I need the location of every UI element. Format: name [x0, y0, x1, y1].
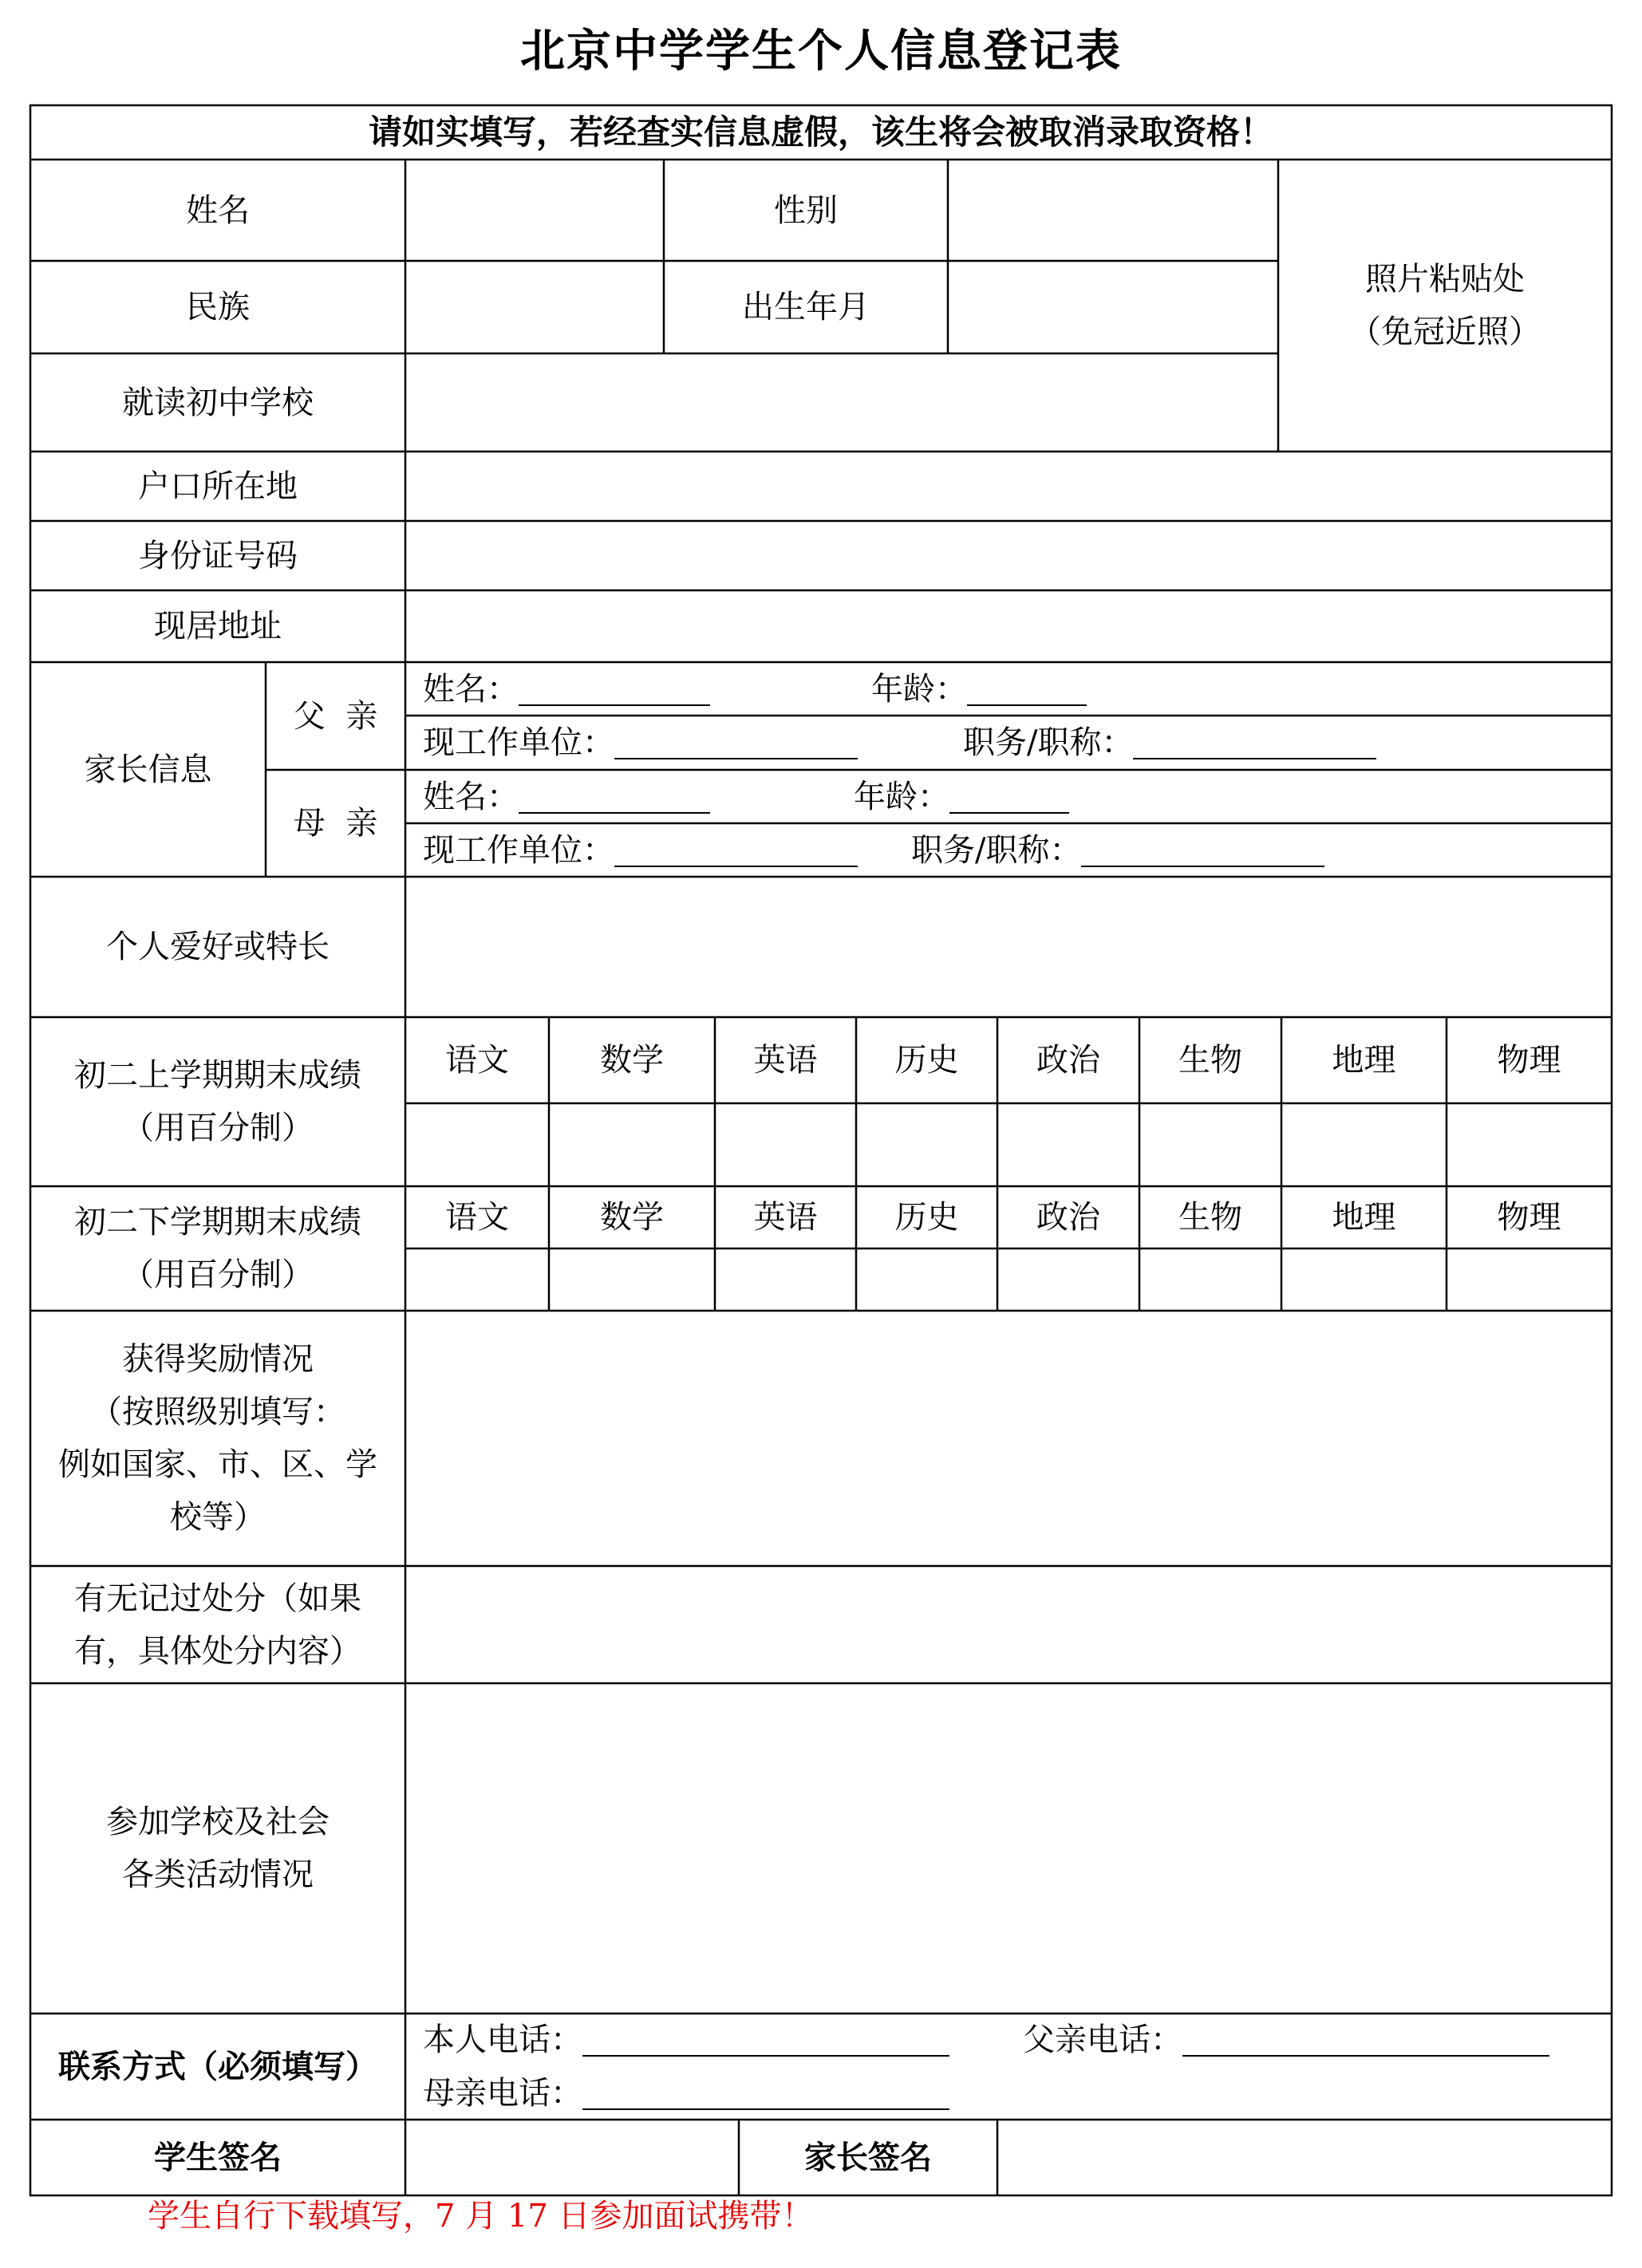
student-signature-cell[interactable] — [405, 2120, 739, 2195]
birth-label: 出生年月 — [742, 289, 870, 325]
mother-workplace-blank[interactable] — [614, 834, 858, 867]
id-number-input-cell[interactable] — [405, 521, 1612, 590]
s1-score-cell[interactable] — [405, 1103, 549, 1186]
s2-score-cell[interactable] — [549, 1248, 715, 1311]
activities-label — [30, 1683, 405, 2014]
mother-position-blank[interactable] — [1081, 834, 1324, 867]
hukou-input-cell[interactable] — [405, 452, 1612, 521]
grades-s1-note: （用百分制） — [122, 1110, 314, 1146]
s1-subject: 历史 — [894, 1042, 959, 1079]
mother-phone-blank[interactable] — [582, 2077, 949, 2110]
form-title: 北京中学学生个人信息登记表 — [520, 26, 1122, 77]
s2-score-cell[interactable] — [1281, 1248, 1447, 1311]
father-name-age-row — [423, 662, 1604, 716]
address-label: 现居地址 — [154, 608, 282, 645]
s2-subject: 物理 — [1497, 1199, 1561, 1236]
gender-input-cell[interactable] — [948, 160, 1278, 261]
father-work-row — [423, 716, 1604, 770]
s2-score-cell[interactable] — [715, 1248, 856, 1311]
s2-subject: 地理 — [1332, 1199, 1396, 1236]
s1-score-cell[interactable] — [997, 1103, 1139, 1186]
photo-area[interactable] — [1278, 160, 1612, 452]
hobbies-label: 个人爱好或特长 — [106, 929, 330, 965]
contact-row-1 — [423, 2014, 1604, 2066]
mother-label: 母 亲 — [293, 805, 378, 842]
s1-score-cell[interactable] — [856, 1103, 997, 1186]
mother-name-age-row — [423, 770, 1604, 823]
s1-score-cell[interactable] — [1139, 1103, 1281, 1186]
father-label: 父 亲 — [293, 697, 378, 735]
awards-label — [30, 1311, 405, 1566]
s1-subject: 数学 — [600, 1042, 664, 1079]
s2-subject: 政治 — [1036, 1199, 1100, 1236]
father-phone-label: 父亲电话： — [1023, 2021, 1182, 2058]
father-age-blank[interactable] — [967, 673, 1087, 706]
s1-subject: 政治 — [1036, 1042, 1100, 1079]
birth-input-cell[interactable] — [948, 261, 1278, 353]
mother-age-blank[interactable] — [949, 780, 1069, 814]
activities-input-cell[interactable] — [405, 1683, 1612, 2014]
grades-s2-note: （用百分制） — [122, 1256, 314, 1293]
gender-label: 性别 — [774, 191, 838, 229]
junior-school-label: 就读初中学校 — [122, 384, 314, 421]
discipline-title: 有无记过处分（如果 — [74, 1580, 361, 1617]
s2-subject: 数学 — [600, 1199, 664, 1236]
contact-row-2 — [423, 2066, 1604, 2120]
awards-note-1: （按照级别填写： — [90, 1394, 345, 1430]
s2-score-cell[interactable] — [856, 1248, 997, 1311]
discipline-label — [30, 1566, 405, 1683]
self-phone-blank[interactable] — [582, 2023, 949, 2057]
s1-subject: 生物 — [1178, 1042, 1242, 1079]
s2-subject: 历史 — [894, 1199, 959, 1236]
ethnicity-label: 民族 — [186, 289, 250, 325]
s2-score-cell[interactable] — [1139, 1248, 1281, 1311]
name-label: 姓名 — [186, 191, 250, 229]
junior-school-input-cell[interactable] — [405, 353, 1278, 452]
student-signature-label: 学生签名 — [154, 2139, 282, 2176]
parent-signature-label: 家长签名 — [804, 2139, 932, 2176]
s1-score-cell[interactable] — [1447, 1103, 1612, 1186]
notice-banner: 请如实填写，若经查实信息虚假，该生将会被取消录取资格！ — [368, 112, 1273, 152]
father-position-label: 职务/职称： — [963, 724, 1134, 761]
footer-note: 学生自行下载填写，7 月 17 日参加面试携带！ — [148, 2198, 814, 2234]
s1-score-cell[interactable] — [549, 1103, 715, 1186]
s1-score-cell[interactable] — [715, 1103, 856, 1186]
grades-s2-label — [30, 1186, 405, 1311]
s1-subject: 物理 — [1497, 1042, 1561, 1079]
s2-score-cell[interactable] — [997, 1248, 1139, 1311]
photo-label: 照片粘贴处 — [1365, 261, 1525, 298]
name-input-cell[interactable] — [405, 160, 664, 261]
s1-subject: 地理 — [1332, 1042, 1396, 1079]
s2-score-cell[interactable] — [405, 1248, 549, 1311]
mother-phone-label: 母亲电话： — [423, 2074, 582, 2112]
s2-subject: 语文 — [445, 1199, 509, 1236]
address-input-cell[interactable] — [405, 590, 1612, 662]
self-phone-label: 本人电话： — [423, 2021, 582, 2058]
father-age-label: 年龄： — [871, 670, 967, 708]
mother-name-label: 姓名： — [423, 778, 519, 815]
s2-subject: 英语 — [753, 1199, 818, 1236]
s1-score-cell[interactable] — [1281, 1103, 1447, 1186]
parents-label: 家长信息 — [84, 751, 212, 788]
parent-signature-cell[interactable] — [997, 2120, 1612, 2195]
grades-s1-label — [30, 1017, 405, 1186]
father-position-blank[interactable] — [1133, 726, 1376, 759]
photo-note: （免冠近照） — [1349, 314, 1541, 350]
awards-note-3: 校等） — [170, 1499, 266, 1536]
awards-note-2: 例如国家、市、区、学 — [58, 1446, 377, 1483]
s1-subject: 英语 — [753, 1042, 818, 1079]
ethnicity-input-cell[interactable] — [405, 261, 664, 353]
mother-workplace-label: 现工作单位： — [423, 831, 614, 869]
awards-title: 获得奖励情况 — [122, 1341, 314, 1378]
father-workplace-blank[interactable] — [614, 726, 858, 759]
grades-s1-title: 初二上学期期末成绩 — [74, 1057, 361, 1094]
mother-age-label: 年龄： — [854, 778, 949, 815]
hobbies-input-cell[interactable] — [405, 877, 1612, 1017]
s1-subject: 语文 — [445, 1042, 509, 1079]
father-phone-blank[interactable] — [1182, 2023, 1549, 2057]
hukou-label: 户口所在地 — [138, 467, 298, 505]
discipline-input-cell[interactable] — [405, 1566, 1612, 1683]
grades-s2-title: 初二下学期期末成绩 — [74, 1204, 361, 1240]
father-name-blank[interactable] — [519, 673, 710, 706]
mother-position-label: 职务/职称： — [911, 831, 1082, 869]
id-number-label: 身份证号码 — [138, 537, 298, 574]
activities-title-2: 各类活动情况 — [122, 1856, 314, 1893]
s2-score-cell[interactable] — [1447, 1248, 1612, 1311]
mother-work-row — [423, 823, 1604, 877]
father-workplace-label: 现工作单位： — [423, 724, 614, 761]
discipline-note: 有，具体处分内容） — [74, 1632, 361, 1670]
s2-subject: 生物 — [1178, 1199, 1242, 1236]
mother-name-blank[interactable] — [519, 780, 710, 814]
awards-input-cell[interactable] — [405, 1311, 1612, 1566]
father-name-label: 姓名： — [423, 670, 519, 708]
contact-label: 联系方式（必须填写） — [58, 2048, 377, 2085]
activities-title-1: 参加学校及社会 — [106, 1804, 330, 1840]
